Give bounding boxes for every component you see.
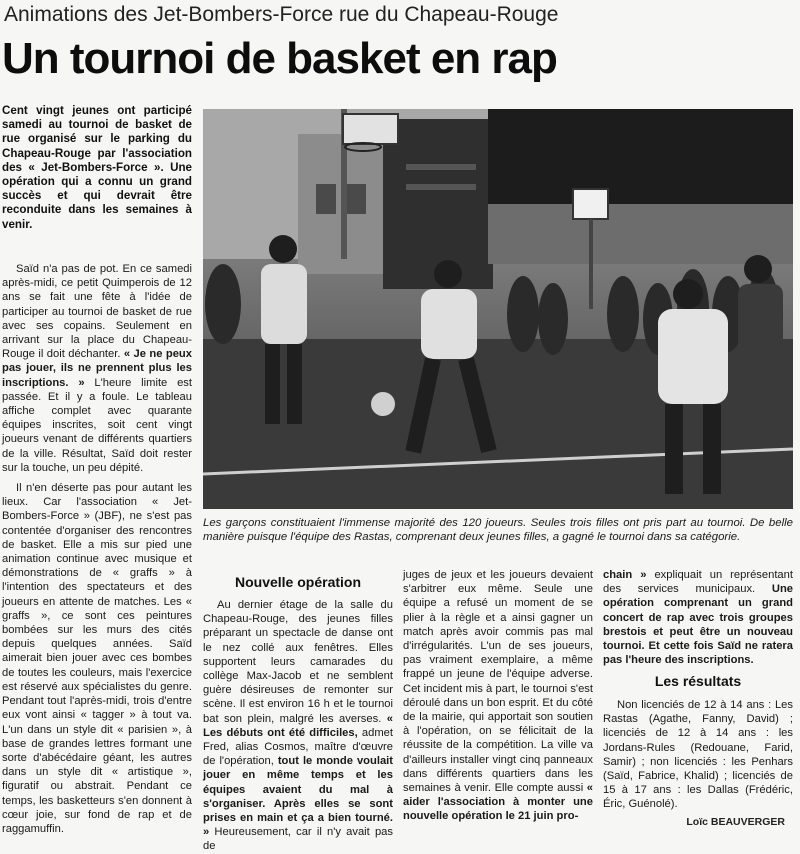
section-heading-nouvelle-operation: Nouvelle opération (234, 574, 362, 590)
article-headline: Un tournoi de basket en rap (2, 34, 557, 83)
text-run: Au dernier étage de la salle du Chapeau-Rouge, des jeunes filles préparant un spectacle de danse ont le nez collé aux fenêtres. Elles supportent leurs camarades du collège Max-Jacob et ne semblent guère désireuses de remonter sur scène. Il est environ 16 h et le tournoi bat son plein, malgré les averses. (203, 599, 393, 725)
results-text (603, 698, 793, 812)
text-run: Heureusement, car il n'y avait pas de (203, 826, 393, 853)
quote: chain » (603, 569, 647, 581)
article-lead: Cent vingt jeunes ont participé samedi au tournoi de basket de rue organisé sur le parking du Chapeau-Rouge par l'association des « Jet-Bombers-Force ». Une opération qui a connu un grand succès et qui devrait être reconduite dans les semaines à venir. (2, 104, 192, 231)
paragraph (603, 568, 793, 667)
paragraph: Non licenciés de 12 à 14 ans : Les Rastas (Agathe, Fanny, David) ; licenciés de 12 à 14 ans : les Jordans-Rules (Redouane, Farid, Samir) ; non licenciés : les Penhars (Saïd, Fabrice, Khalid) ; licenciés de 15 à 17 ans : les Dallas (Frédéric, Éric, Guénolé). (603, 699, 793, 811)
paragraph (203, 598, 393, 854)
text-run: juges de jeux et les joueurs devaient s'arbitrer eux même. Seule une équipe a refusé un moment de se plier à la règle et a ainsi gagner un match après avoir commis pas mal d'irrégularités. L'un de ses joueurs, pas vraiment exemplaire, a même frappé un jeune de l'équipe adverse. Cet incident mis à part, le tournoi s'est déroulé dans un bon esprit. Et du côté de la mairie, qui apportait son soutien à l'opération, on se félicitait de la réussite de la compétition. La ville va d'ailleurs installer vingt cinq panneaux dans différents quartiers dans les semaines à venir. Elle compte aussi (403, 569, 593, 795)
quote: « aider l'association à monter une nouvelle opération le 21 juin pro- (403, 782, 593, 823)
quote: « Je ne peux pas jouer, ils ne prennent plus les inscriptions. » (2, 348, 192, 389)
section-heading-resultats: Les résultats (654, 673, 742, 689)
text-run: expliquait un représentant des services municipaux. (603, 569, 793, 596)
paragraph (2, 262, 192, 475)
text-run: Saïd n'a pas de pot. En ce samedi après-midi, ce petit Quimperois de 12 ans se fait une fête à l'idée de participer au tournoi de basket de rue avec ses copains. Seulement en arrivant sur la place du Chapeau-Rouge il doit déchanter. (2, 263, 192, 361)
text-run: L'heure limite est passée. Et il y a foule. Le tableau affiche complet avec quarante équipes inscrites, soit cent vingt joueurs venant de différents quartiers de la ville. Résultat, Saïd doit rester sur la touche, un peu dépité. (2, 376, 193, 474)
photo-illustration (203, 109, 793, 509)
article-kicker: Animations des Jet-Bombers-Force rue du Chapeau-Rouge (4, 3, 559, 26)
article-column-1 (2, 262, 192, 836)
article-column-2 (203, 598, 393, 854)
author-signature: Loïc BEAUVERGER (686, 816, 785, 828)
article-column-3 (403, 568, 593, 824)
quote: « Les débuts ont été difficiles, (203, 712, 393, 739)
basketball-photo (203, 109, 793, 509)
text-run: admet Fred, alias Cosmos, maître d'œuvre de l'opération, (203, 726, 394, 768)
paragraph: Il n'en désertе pas pour autant les lieux. Car l'association « Jet-Bombers-Force » (JBF), ne s'est pas contentée d'organiser des rencontres de basket. Elle a mis sur pied une animation continue avec musique et démonstrations de « graffs » à l'intention des spectateurs et des joueurs en attente de matches. Les « graffs », ce sont ces peintures bombées sur les murs des cités depuis quelques années. Saïd aimerait bien jouer avec ces bombes de toutes les couleurs, mais l'exercice est réservé aux spécialistes du genre. Pendant tout l'après-midi, trois d'entre eux vont ainsi « tagger » à tout va. L'un dans un style dit « parisien », à base de grandes lettres formant une sorte d'abécédaire géant, les autres dans un style dit « artistique », figuratif ou abstrait. Pendant ce temps, les basketteurs s'en donnent à cœur joie, sur fond de rap et de raggamuffin. (2, 482, 192, 835)
paragraph (403, 568, 593, 824)
text-run: Une opération comprenant un grand concert de rap avec trois groupes brestois et peut être un nouveau tournoi. Et cette fois Saïd ne ratera pas l'heure des inscriptions. (603, 583, 793, 667)
photo-caption: Les garçons constituaient l'immense majorité des 120 joueurs. Seules trois filles ont pris part au tournoi. De belle manière puisque l'équipe des Rastas, comprenant deux jeunes filles, a gagné le tournoi dans sa catégorie. (203, 517, 793, 544)
article-column-4 (603, 568, 793, 667)
quote: tout le monde voulait jouer en même temps et les équipes avaient du mal à s'organiser. Après elles se sont prises en main et ça a bien tourné. » (203, 755, 393, 839)
